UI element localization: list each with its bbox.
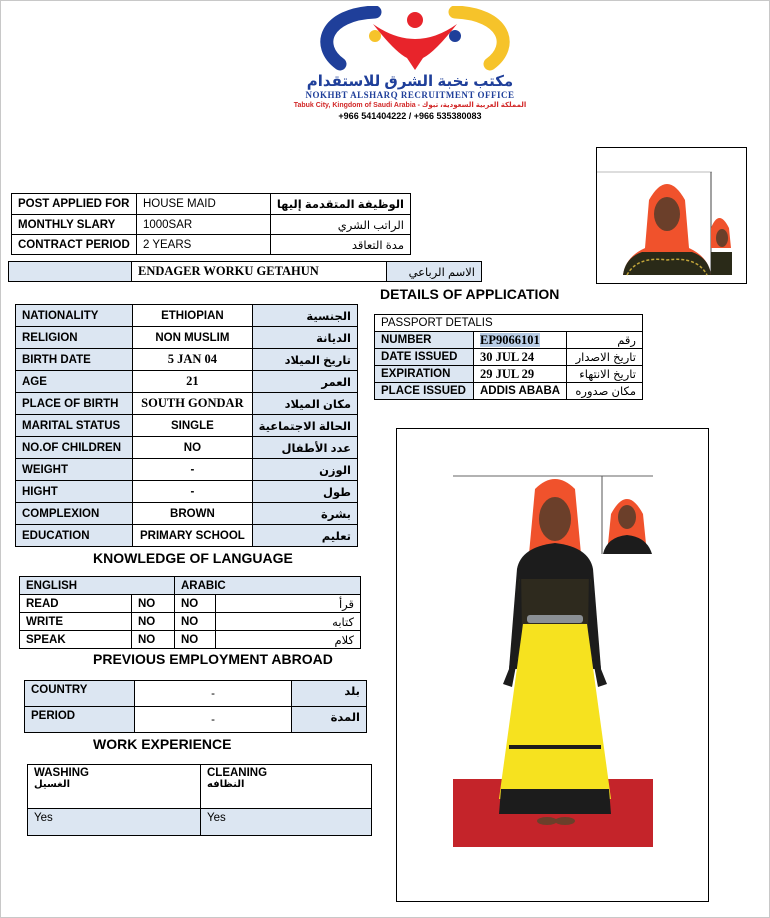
date-issued-label-ar: تاريخ الاصدار [567, 349, 643, 366]
company-header [245, 6, 575, 122]
country-label-ar: بلد [292, 681, 367, 707]
table-row [375, 383, 643, 400]
applicant-name-label-ar: الاسم الرباعي [387, 262, 482, 282]
write-label: WRITE [20, 613, 132, 631]
washing-label: WASHING [34, 767, 89, 779]
expiration-value: 29 JUL 29 [474, 366, 567, 383]
read-arabic: NO [175, 595, 216, 613]
passport-title: PASSPORT DETALIS [375, 315, 643, 332]
arabic-column-header: ARABIC [175, 577, 361, 595]
contract-period-label-ar: مدة التعاقد [270, 235, 410, 255]
date-issued-value: 30 JUL 24 [474, 349, 567, 366]
place-of-birth-label-ar: مكان الميلاد [252, 393, 357, 415]
weight-label: WEIGHT [16, 459, 133, 481]
birth-date-label-ar: تاريخ الميلاد [252, 349, 357, 371]
table-row [16, 481, 358, 503]
period-label-ar: المدة [292, 707, 367, 733]
table-row [16, 525, 358, 547]
name-blank-cell [9, 262, 132, 282]
post-applied-label-ar: الوظيفة المتقدمة إليها [270, 194, 410, 215]
passport-number-label: NUMBER [375, 332, 474, 349]
monthly-salary-value: 1000SAR [136, 215, 270, 235]
table-row [16, 327, 358, 349]
marital-status-label: MARITAL STATUS [16, 415, 133, 437]
speak-english: NO [132, 631, 175, 649]
children-label-ar: عدد الأطفال [252, 437, 357, 459]
age-value: 21 [133, 371, 252, 393]
post-applied-value: HOUSE MAID [136, 194, 270, 215]
table-row [16, 393, 358, 415]
contract-period-label: CONTRACT PERIOD [12, 235, 137, 255]
table-row [20, 631, 361, 649]
complexion-value: BROWN [133, 503, 252, 525]
language-heading: KNOWLEDGE OF LANGUAGE [93, 550, 293, 566]
passport-number-value [474, 332, 567, 349]
place-issued-value: ADDIS ABABA [474, 383, 567, 400]
employment-heading: PREVIOUS EMPLOYMENT ABROAD [93, 651, 333, 667]
table-row [25, 681, 367, 707]
education-label-ar: تعليم [252, 525, 357, 547]
cleaning-label-ar: النظافه [207, 779, 245, 790]
period-value: - [135, 707, 292, 733]
read-label-ar: قرأ [216, 595, 361, 613]
office-location: Tabuk City, Kingdom of Saudi Arabia - المملكة العربية السعودية، تبوك [293, 102, 527, 109]
period-label: PERIOD [25, 707, 135, 733]
write-english: NO [132, 613, 175, 631]
speak-arabic: NO [175, 631, 216, 649]
read-label: READ [20, 595, 132, 613]
read-english: NO [132, 595, 175, 613]
table-row [12, 215, 411, 235]
table-row [16, 305, 358, 327]
monthly-salary-label-ar: الراتب الشري [270, 215, 410, 235]
place-issued-label: PLACE ISSUED [375, 383, 474, 400]
table-row [16, 503, 358, 525]
date-issued-label: DATE ISSUED [375, 349, 474, 366]
religion-label: RELIGION [16, 327, 133, 349]
country-value: - [135, 681, 292, 707]
monthly-salary-label: MONTHLY SLARY [12, 215, 137, 235]
applicant-name: ENDAGER WORKU GETAHUN [132, 262, 387, 282]
country-label: COUNTRY [25, 681, 135, 707]
speak-label-ar: كلام [216, 631, 361, 649]
experience-heading: WORK EXPERIENCE [93, 736, 232, 752]
complexion-label-ar: بشرة [252, 503, 357, 525]
expiration-label-ar: تاريخ الانتهاء [567, 366, 643, 383]
washing-label-ar: الغسيل [34, 779, 71, 790]
table-row [16, 371, 358, 393]
religion-value: NON MUSLIM [133, 327, 252, 349]
table-row [20, 595, 361, 613]
birth-date-label: BIRTH DATE [16, 349, 133, 371]
nationality-label-ar: الجنسية [252, 305, 357, 327]
children-label: NO.OF CHILDREN [16, 437, 133, 459]
cleaning-value: Yes [201, 809, 372, 836]
full-photo [396, 428, 709, 902]
table-row [25, 707, 367, 733]
age-label: AGE [16, 371, 133, 393]
job-table [11, 193, 411, 255]
place-of-birth-label: PLACE OF BIRTH [16, 393, 133, 415]
passport-number-text: EP9066101 [480, 332, 540, 347]
place-issued-label-ar: مكان صدوره [567, 383, 643, 400]
table-row [16, 349, 358, 371]
place-of-birth-value: SOUTH GONDAR [133, 393, 252, 415]
age-label-ar: العمر [252, 371, 357, 393]
write-arabic: NO [175, 613, 216, 631]
washing-cell [28, 765, 201, 809]
passport-table [374, 314, 643, 400]
table-row [16, 459, 358, 481]
contract-period-value: 2 YEARS [136, 235, 270, 255]
personal-details-table [15, 304, 358, 547]
height-label: HIGHT [16, 481, 133, 503]
birth-date-value: 5 JAN 04 [133, 349, 252, 371]
table-row [375, 366, 643, 383]
table-row [16, 437, 358, 459]
table-row [16, 415, 358, 437]
weight-label-ar: الوزن [252, 459, 357, 481]
children-value: NO [133, 437, 252, 459]
write-label-ar: كتابه [216, 613, 361, 631]
passport-number-label-ar: رقم [567, 332, 643, 349]
small-photo [596, 147, 747, 284]
height-value: - [133, 481, 252, 503]
office-name-arabic: مكتب نخبة الشرق للاستقدام [306, 73, 514, 90]
cleaning-cell [201, 765, 372, 809]
table-row [375, 349, 643, 366]
complexion-label: COMPLEXION [16, 503, 133, 525]
marital-status-label-ar: الحالة الاجتماعية [252, 415, 357, 437]
employment-table [24, 680, 367, 733]
name-table [8, 261, 482, 282]
nationality-label: NATIONALITY [16, 305, 133, 327]
office-name-english: NOKHBT ALSHARQ RECRUITMENT OFFICE [305, 90, 515, 100]
marital-status-value: SINGLE [133, 415, 252, 437]
english-column-header: ENGLISH [20, 577, 175, 595]
education-label: EDUCATION [16, 525, 133, 547]
table-row [20, 613, 361, 631]
table-row [375, 332, 643, 349]
education-value: PRIMARY SCHOOL [133, 525, 252, 547]
expiration-label: EXPIRATION [375, 366, 474, 383]
washing-value: Yes [28, 809, 201, 836]
table-row [12, 194, 411, 215]
language-table [19, 576, 361, 649]
speak-label: SPEAK [20, 631, 132, 649]
post-applied-label: POST APPLIED FOR [12, 194, 137, 215]
experience-table [27, 764, 372, 836]
cleaning-label: CLEANING [207, 767, 268, 779]
company-logo [315, 6, 515, 76]
details-heading: DETAILS OF APPLICATION [380, 286, 560, 302]
table-row [12, 235, 411, 255]
height-label-ar: طول [252, 481, 357, 503]
nationality-value: ETHIOPIAN [133, 305, 252, 327]
religion-label-ar: الديانة [252, 327, 357, 349]
office-phones: +966 541404222 / +966 535380083 [338, 111, 482, 121]
weight-value: - [133, 459, 252, 481]
